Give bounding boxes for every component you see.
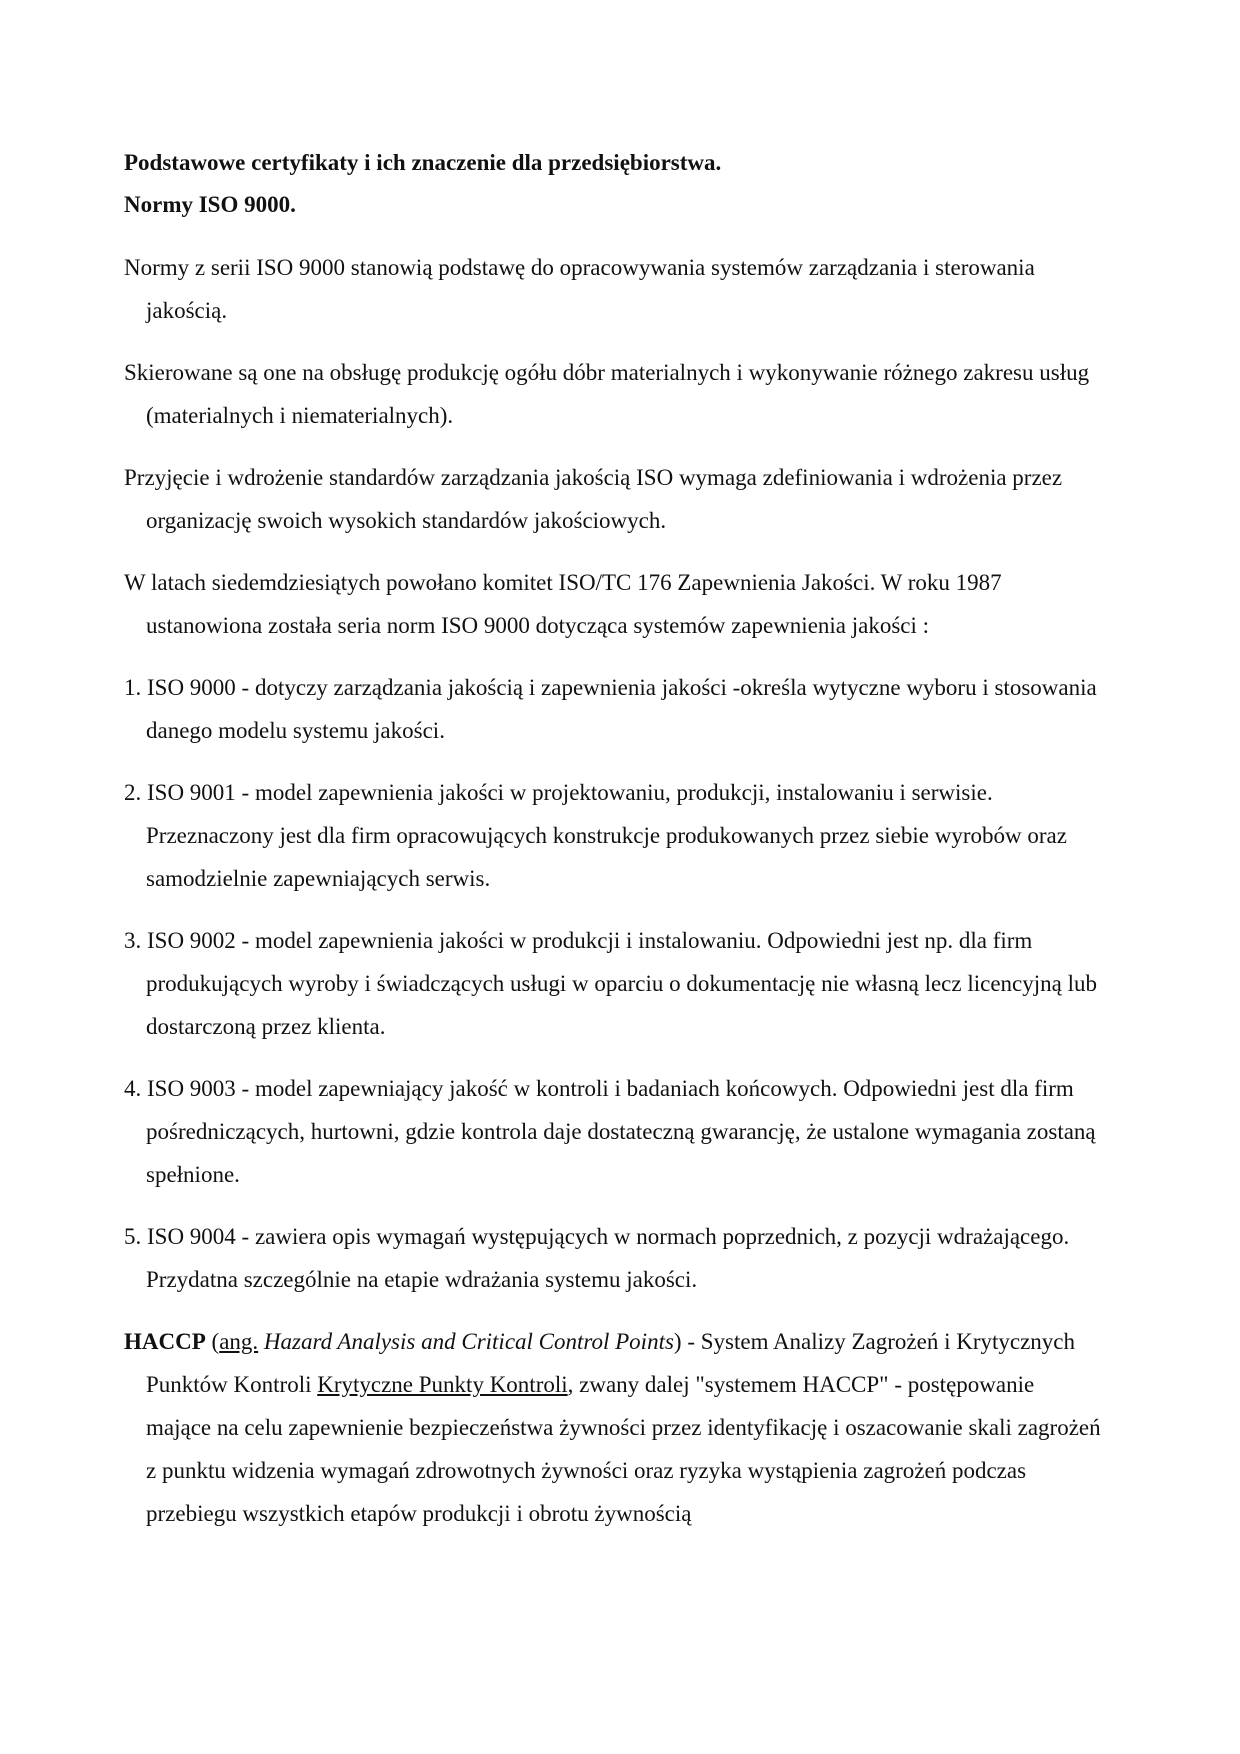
- list-number: 3.: [124, 928, 142, 953]
- list-item-text: ISO 9000 - dotyczy zarządzania jakością i zapewnienia jakości -określa wytyczne wyboru i stosowania danego modelu systemu jakości.: [146, 675, 1097, 743]
- paragraph-1: Normy z serii ISO 9000 stanowią podstawę do opracowywania systemów zarządzania i sterowania jakością.: [124, 255, 1035, 323]
- haccp-english-name: Hazard Analysis and Critical Control Points: [258, 1329, 674, 1354]
- haccp-description-rest: , zwany dalej "systemem HACCP" - postępowanie mające na celu zapewnienie bezpieczeństwa żywności przez identyfikację i oszacowanie skali zagrożeń z punktu widzenia wymagań zdrowotnych żywności oraz ryzyka wystąpienia zagrożeń podczas przebiegu wszystkich etapów produkcji i obrotu żywnością: [146, 1372, 1101, 1526]
- critical-control-points-link[interactable]: Krytyczne Punkty Kontroli: [317, 1372, 568, 1397]
- list-item-5: [124, 1215, 1104, 1301]
- list-item-2: [124, 771, 1104, 900]
- document-subtitle: Normy ISO 9000.: [124, 192, 296, 217]
- document-title: Podstawowe certyfikaty i ich znaczenie dla przedsiębiorstwa.: [124, 150, 722, 175]
- list-number: 1.: [124, 675, 142, 700]
- document-body: [124, 142, 1104, 1535]
- haccp-term: HACCP: [124, 1329, 206, 1354]
- list-number: 4.: [124, 1076, 142, 1101]
- paragraph-3: Przyjęcie i wdrożenie standardów zarządzania jakością ISO wymaga zdefiniowania i wdrożenia przez organizację swoich wysokich standardów jakościowych.: [124, 465, 1063, 533]
- list-item-3: [124, 919, 1104, 1048]
- list-item-4: [124, 1067, 1104, 1196]
- list-number: 2.: [124, 780, 142, 805]
- paragraph-4: W latach siedemdziesiątych powołano komitet ISO/TC 176 Zapewnienia Jakości. W roku 1987 ustanowiona została seria norm ISO 9000 dotycząca systemów zapewnienia jakości :: [124, 570, 1002, 638]
- list-item-text: ISO 9003 - model zapewniający jakość w kontroli i badaniach końcowych. Odpowiedni jest dla firm pośredniczących, hurtowni, gdzie kontrola daje dostateczną gwarancję, że ustalone wymagania zostaną spełnione.: [146, 1076, 1096, 1187]
- list-item-text: ISO 9004 - zawiera opis wymagań występujących w normach poprzednich, z pozycji wdrażającego. Przydatna szczególnie na etapie wdrażania systemu jakości.: [146, 1224, 1070, 1292]
- list-number: 5.: [124, 1224, 142, 1249]
- ang-link[interactable]: ang.: [219, 1329, 259, 1354]
- list-item-text: ISO 9002 - model zapewnienia jakości w produkcji i instalowaniu. Odpowiedni jest np. dla firm produkujących wyroby i świadczących usługi w oparciu o dokumentację nie własną lecz licencyjną lub dostarczoną przez klienta.: [146, 928, 1097, 1039]
- haccp-open-paren: (: [205, 1329, 220, 1354]
- list-item-1: [124, 666, 1104, 752]
- paragraph-2: Skierowane są one na obsługę produkcję ogółu dóbr materialnych i wykonywanie różnego zakresu usług (materialnych i niematerialnych).: [124, 360, 1090, 428]
- haccp-description-start: ) - System Analizy Zagrożeń i Krytycznych Punktów Kontroli: [146, 1329, 1076, 1397]
- haccp-paragraph: [124, 1320, 1104, 1535]
- list-item-text: ISO 9001 - model zapewnienia jakości w projektowaniu, produkcji, instalowaniu i serwisie. Przeznaczony jest dla firm opracowujących konstrukcje produkowanych przez siebie wyrobów oraz samodzielnie zapewniających serwis.: [146, 780, 1067, 891]
